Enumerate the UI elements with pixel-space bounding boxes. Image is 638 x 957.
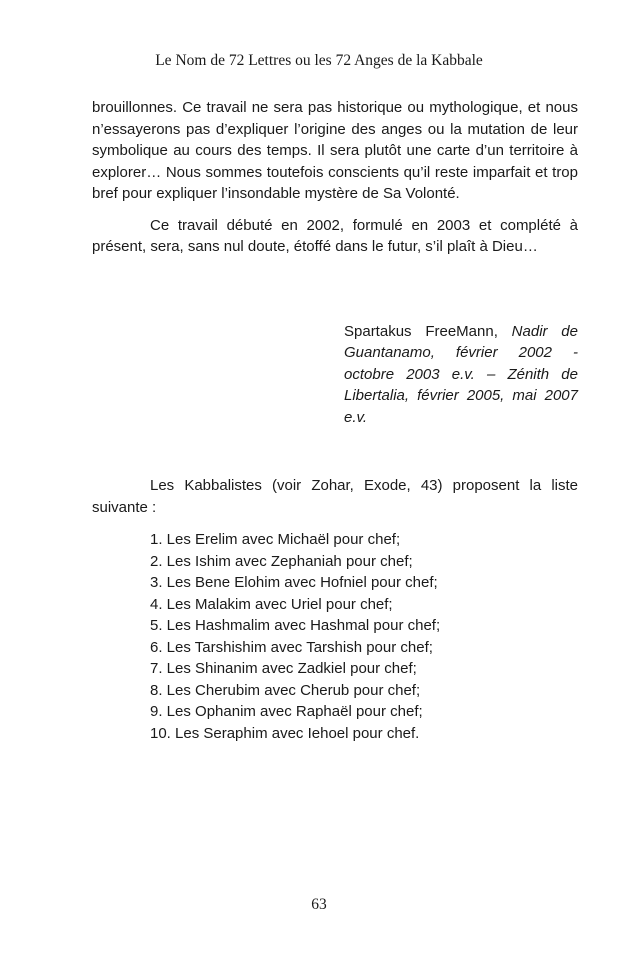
list-item: 7. Les Shinanim avec Zadkiel pour chef; <box>150 660 417 677</box>
list-item: 9. Les Ophanim avec Raphaël pour chef; <box>150 703 423 720</box>
list-item: 5. Les Hashmalim avec Hashmal pour chef; <box>150 617 441 634</box>
list-item: 3. Les Bene Elohim avec Hofniel pour chef; <box>150 574 438 591</box>
signature-block <box>344 321 578 429</box>
list-item: 2. Les Ishim avec Zephaniah pour chef; <box>150 552 413 570</box>
paragraph-continuation: brouillonnes. Ce travail ne sera pas historique ou mythologique, et nous n’essayerons pas d’expliquer l’origine des anges ou la mutation de leur symbolique au cours des temps. Il sera plutôt une carte d’un territoire à explorer… Nous sommes toutefois conscients qu’il reste imparfait et trop bref pour expliquer l’insondable mystère de Sa Volonté. <box>92 99 578 202</box>
list-item: 1. Les Erelim avec Michaël pour chef; <box>150 531 401 548</box>
list-item: 8. Les Cherubim avec Cherub pour chef; <box>150 681 421 699</box>
list-item: 6. Les Tarshishim avec Tarshish pour chef; <box>150 638 433 656</box>
signature-author: Spartakus FreeMann, <box>344 322 498 340</box>
list-item: 10. Les Seraphim avec Iehoel pour chef. <box>150 724 420 742</box>
signature-dates: Nadir de Guantanamo, février 2002 - octobre 2003 e.v. – Zénith de Libertalia, février 2005, mai 2007 e.v. <box>344 322 578 426</box>
running-header: Le Nom de 72 Lettres ou les 72 Anges de la Kabbale <box>155 52 483 69</box>
page-body <box>92 97 578 744</box>
list-intro: Les Kabbalistes (voir Zohar, Exode, 43) proposent la liste suivante : <box>92 477 578 516</box>
page-number: 63 <box>311 896 327 913</box>
paragraph-work-history: Ce travail débuté en 2002, formulé en 2003 et complété à présent, sera, sans nul doute, étoffé dans le futur, s’il plaît à Dieu… <box>92 216 578 255</box>
angel-orders-list <box>150 529 578 744</box>
list-item: 4. Les Malakim avec Uriel pour chef; <box>150 595 393 613</box>
